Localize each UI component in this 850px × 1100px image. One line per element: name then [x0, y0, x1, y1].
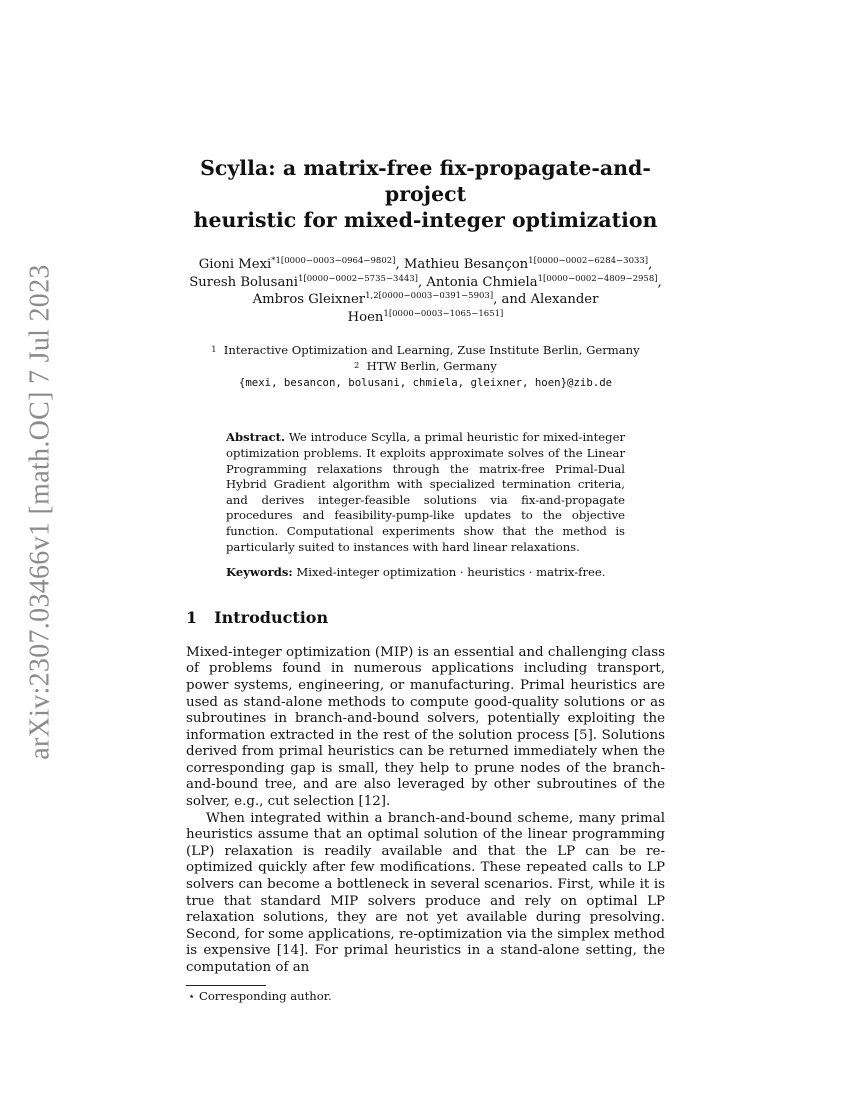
author-line-2: Suresh Bolusani$^{1[0000-0002-5735-3443]}$, Antonia Chmiela$^{1[0000-0002-4809-2958]}$,	[189, 273, 662, 290]
paper-title	[186, 155, 665, 233]
author-line-3: Ambros Gleixner$^{1,2[0000-0003-0391-5903]}$, and Alexander	[252, 291, 599, 308]
author-name: Gioni Mexi	[198, 257, 272, 272]
abstract	[226, 430, 625, 555]
footnote-rule	[186, 985, 266, 986]
email-addresses: {mexi, besancon, bolusani, chmiela, gleixner, hoen}@zib.de	[238, 376, 613, 390]
author-name: Hoen	[347, 309, 384, 325]
keywords-text: Mixed-integer optimization · heuristics · matrix-free.	[296, 565, 606, 580]
title-line-2: heuristic for mixed-integer optimization	[193, 208, 658, 232]
intro-paragraph-1: Mixed-integer optimization (MIP) is an essential and challenging class of problems found in numerous applications including transport, power systems, engineering, or manufacturing. Primal heuristics are used as stand-alone methods to compute good-quality solutions or as subroutines in branch-and-bound solvers, potentially exploiting the information extracted in the rest of the solution process [5]. Solutions derived from primal heuristics can be returned immediately when the corresponding gap is small, they help to prune nodes of the branch-and-bound tree, and are also leveraged by other subroutines of the solver, e.g., cut selection [12].	[186, 644, 665, 810]
abstract-label: Abstract.	[226, 430, 286, 445]
author-orcid: 1[0000−0002−6284−3033]	[528, 256, 649, 266]
arxiv-identifier-stamp	[22, 262, 60, 762]
section-heading	[186, 608, 665, 627]
author-orcid: 1[0000−0003−1065−1651]	[383, 308, 504, 319]
affiliation-1: $^1$ Interactive Optimization and Learning, Zuse Institute Berlin, Germany	[211, 343, 640, 358]
paper-page	[186, 150, 665, 1004]
author-list	[186, 257, 665, 327]
author-name: Suresh Bolusani	[189, 274, 299, 290]
affiliation-2: $^2$ HTW Berlin, Germany	[354, 359, 497, 374]
intro-paragraph-2: When integrated within a branch-and-bound scheme, many primal heuristics assume that an optimal solution of the linear programming (LP) relaxation is readily available and that the LP can be re-optimized quickly after few modifications. These repeated calls to LP solvers can become a bottleneck in several scenarios. First, while it is true that standard MIP solvers produce and rely on optimal LP relaxation solutions, they are not yet available during presolving. Second, for some applications, re-optimization via the simplex method is expensive [14]. For primal heuristics in a stand-alone setting, the computation of an	[186, 810, 665, 975]
title-line-1: Scylla: a matrix-free fix-propagate-and-project	[200, 156, 651, 206]
author-orcid: 1[0000−0002−5735−3443]	[298, 273, 418, 284]
abstract-text: We introduce Scylla, a primal heuristic for mixed-integer optimization problems. It exploits approximate solves of the Linear Programming relaxations through the matrix-free Primal-Dual Hybrid Gradient algorithm with specialized termination criteria, and derives integer-feasible solutions via fix-and-propagate procedures and feasibility-pump-like updates to the objective function. Computational experiments show that the method is particularly suited to instances with hard linear relaxations.	[226, 430, 625, 554]
author-name: Ambros Gleixner	[252, 292, 366, 308]
author-orcid: *1[0000−0003−0964−9802]	[271, 256, 396, 266]
keywords-label: Keywords:	[226, 565, 293, 580]
author-line-1: Gioni Mexi$^{*1[0000-0003-0964-9802]}$, Mathieu Besançon$^{1[0000-0002-6284-3033]}$,	[198, 256, 653, 272]
author-name: Mathieu Besançon	[403, 257, 529, 272]
affiliations	[186, 343, 665, 390]
footnote: ⋆ Corresponding author.	[188, 988, 332, 1003]
section-title: Introduction	[214, 607, 329, 627]
arxiv-id-text: arXiv:2307.03466v1 [math.OC] 7 Jul 2023	[25, 264, 57, 760]
author-line-4	[186, 310, 665, 328]
author-orcid: 1[0000−0002−4809−2958]	[537, 273, 658, 284]
author-orcid: 1,2[0000−0003−0391−5903]	[365, 291, 494, 302]
keywords	[226, 565, 625, 581]
author-name: Antonia Chmiela	[426, 274, 538, 290]
section-number: 1	[186, 607, 198, 627]
